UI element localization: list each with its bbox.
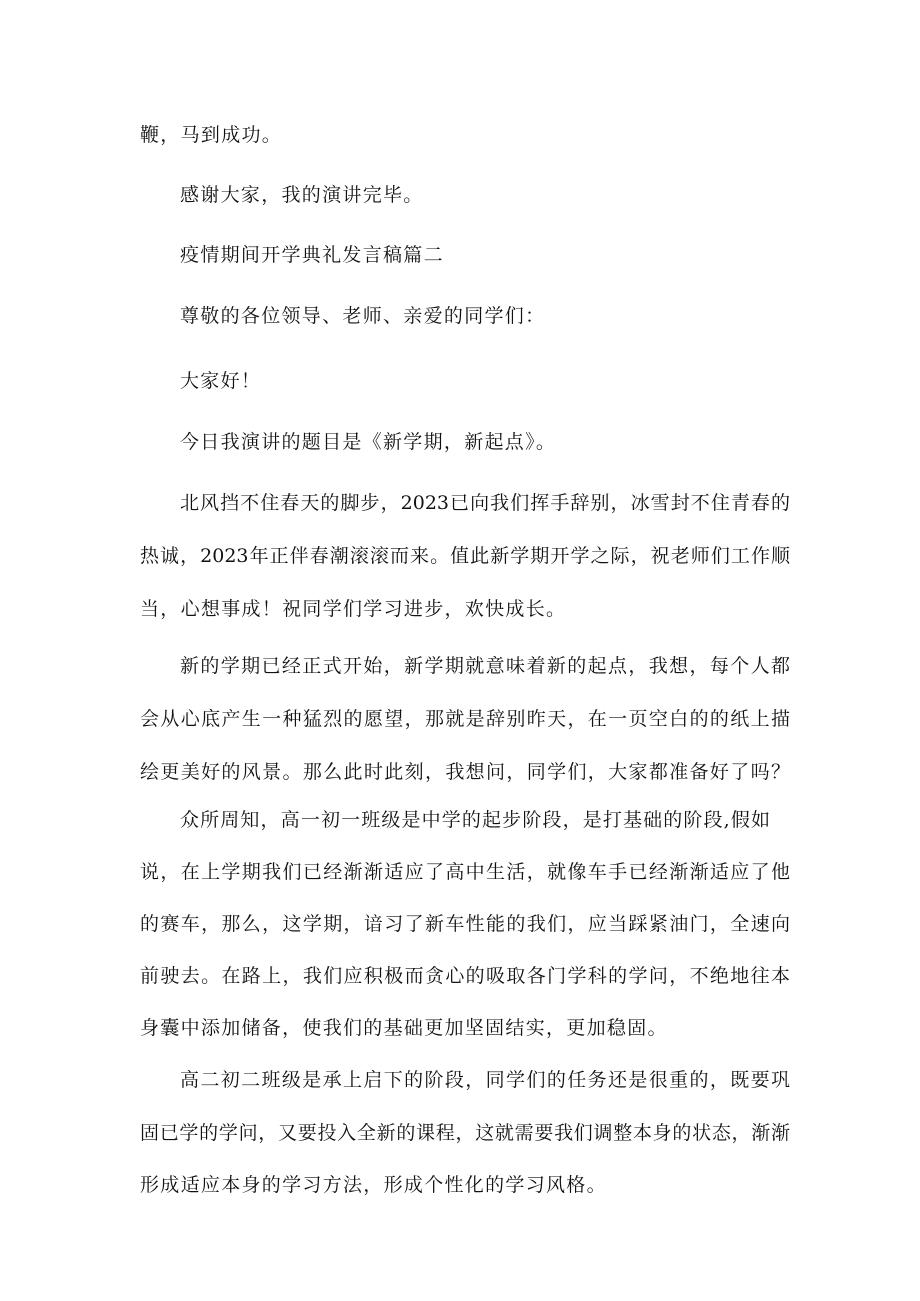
text-line: 当，心想事成！祝同学们学习进步，欢快成长。 xyxy=(140,598,567,620)
text-line: 鞭，马到成功。 xyxy=(140,124,283,146)
text-line: 尊敬的各位领导、老师、亲爱的同学们： xyxy=(180,305,546,327)
text-line: 说，在上学期我们已经渐渐适应了高中生活，就像车手已经渐渐适应了他 xyxy=(140,861,790,883)
text-line: 新的学期已经正式开始，新学期就意味着新的起点，我想，每个人都 xyxy=(180,655,790,677)
text-line: 北风挡不住春天的脚步，2023已向我们挥手辞别，冰雪封不住青春的 xyxy=(180,492,790,514)
text-line: 前驶去。在路上，我们应积极而贪心的吸取各门学科的学问，不绝地往本 xyxy=(140,965,790,987)
text-line: 会从心底产生一种猛烈的愿望，那就是辞别昨天，在一页空白的的纸上描 xyxy=(140,708,790,730)
text-line: 热诚，2023年正伴春潮滚滚而来。值此新学期开学之际，祝老师们工作顺 xyxy=(140,545,790,567)
text-line: 形成适应本身的学习方法，形成个性化的学习风格。 xyxy=(140,1174,607,1196)
text-line: 今日我演讲的题目是《新学期，新起点》。 xyxy=(180,431,557,453)
section-heading: 疫情期间开学典礼发言稿篇二 xyxy=(180,244,444,266)
text-line: 固已学的学问，又要投入全新的课程，这就需要我们调整本身的状态，渐渐 xyxy=(140,1122,790,1144)
text-line: 大家好！ xyxy=(180,370,262,392)
text-line: 众所周知，高一初一班级是中学的起步阶段，是打基础的阶段,假如 xyxy=(180,809,770,831)
text-line: 绘更美好的风景。那么此时此刻，我想问，同学们，大家都准备好了吗？ xyxy=(140,761,790,783)
text-line: 的赛车，那么，这学期，谙习了新车性能的我们，应当踩紧油门，全速向 xyxy=(140,913,790,935)
text-line: 高二初二班级是承上启下的阶段，同学们的任务还是很重的，既要巩 xyxy=(180,1069,790,1091)
text-line: 感谢大家，我的演讲完毕。 xyxy=(180,184,424,206)
text-line: 身囊中添加储备，使我们的基础更加坚固结实，更加稳固。 xyxy=(140,1017,668,1039)
